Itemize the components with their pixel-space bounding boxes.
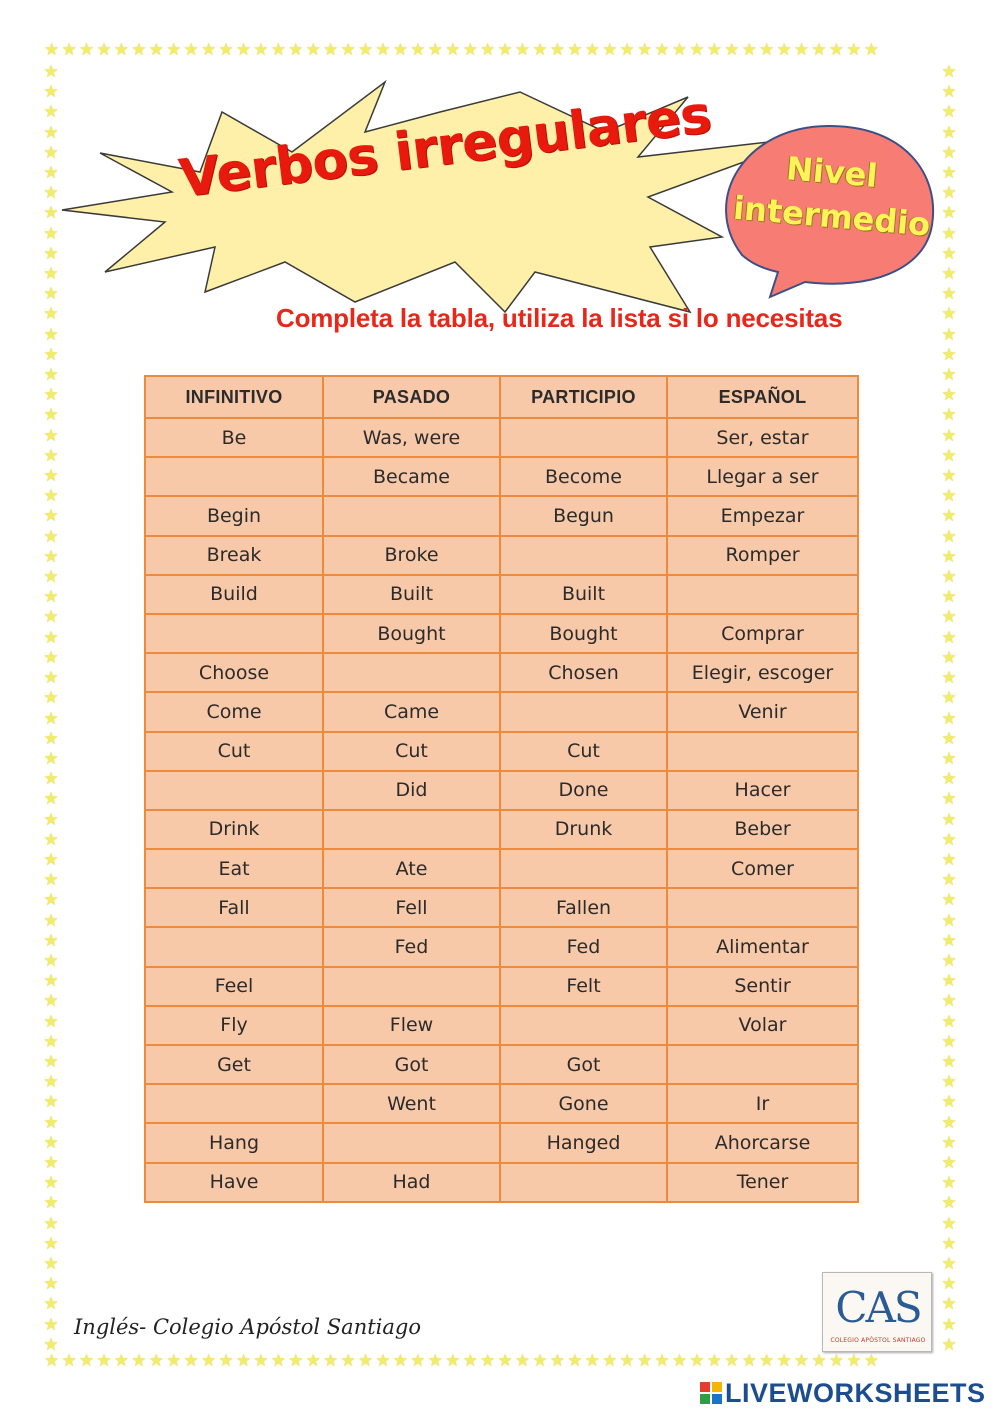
table-row (145, 888, 858, 927)
cell-espanol: Venir (667, 692, 858, 731)
cell-infinitivo: Build (145, 575, 323, 614)
cell-infinitivo: Hang (145, 1123, 323, 1162)
cell-participio (500, 1163, 667, 1202)
cell-espanol: Beber (667, 810, 858, 849)
table-row (145, 1163, 858, 1202)
cell-pasado: Went (323, 1084, 500, 1123)
verb-table (144, 375, 859, 1203)
table-row (145, 810, 858, 849)
table-row (145, 849, 858, 888)
cell-pasado: Did (323, 771, 500, 810)
table-row (145, 692, 858, 731)
school-logo-letters: CAS (835, 1283, 921, 1332)
cell-participio: Gone (500, 1084, 667, 1123)
cell-participio (500, 418, 667, 457)
page-title: Verbos irregulares (176, 84, 715, 210)
table-row (145, 575, 858, 614)
cell-infinitivo (145, 614, 323, 653)
cell-infinitivo: Begin (145, 496, 323, 535)
brand-text: LIVEWORKSHEETS (725, 1378, 986, 1408)
school-logo-caption: COLEGIO APÓSTOL SANTIAGO (830, 1337, 926, 1344)
table-row (145, 1045, 858, 1084)
cell-infinitivo: Get (145, 1045, 323, 1084)
column-header-participio: PARTICIPIO (500, 376, 667, 418)
level-label: Nivel intermedio (731, 149, 932, 244)
cell-participio: Got (500, 1045, 667, 1084)
table-row (145, 457, 858, 496)
cell-espanol: Llegar a ser (667, 457, 858, 496)
cell-pasado: Broke (323, 536, 500, 575)
cell-participio: Fallen (500, 888, 667, 927)
cell-infinitivo (145, 771, 323, 810)
cell-espanol (667, 1045, 858, 1084)
cell-espanol: Ser, estar (667, 418, 858, 457)
table-row (145, 536, 858, 575)
cell-infinitivo: Choose (145, 653, 323, 692)
table-row (145, 732, 858, 771)
cell-infinitivo: Feel (145, 967, 323, 1006)
cell-infinitivo: Be (145, 418, 323, 457)
cell-infinitivo: Fly (145, 1006, 323, 1045)
cell-espanol: Hacer (667, 771, 858, 810)
cell-espanol: Volar (667, 1006, 858, 1045)
column-header-espanol: ESPAÑOL (667, 376, 858, 418)
cell-pasado: Became (323, 457, 500, 496)
cell-pasado: Had (323, 1163, 500, 1202)
cell-pasado: Fell (323, 888, 500, 927)
school-logo (822, 1272, 932, 1352)
cell-pasado (323, 653, 500, 692)
table-header-row (145, 376, 858, 418)
cell-pasado: Built (323, 575, 500, 614)
table-row (145, 771, 858, 810)
table-row (145, 496, 858, 535)
cell-infinitivo: Drink (145, 810, 323, 849)
cell-espanol (667, 888, 858, 927)
cell-infinitivo: Have (145, 1163, 323, 1202)
star-border-bottom: ★★★★★★★★★★★★★★★★★★★★★★★★★★★★★★★★★★★★★★★★★★★★★★★★ (44, 1353, 882, 1370)
cell-participio: Bought (500, 614, 667, 653)
cell-participio: Cut (500, 732, 667, 771)
footer-school-name: Inglés- Colegio Apóstol Santiago (74, 1315, 421, 1339)
cell-participio: Done (500, 771, 667, 810)
cell-espanol: Sentir (667, 967, 858, 1006)
cell-participio (500, 1006, 667, 1045)
cell-pasado: Cut (323, 732, 500, 771)
column-header-pasado: PASADO (323, 376, 500, 418)
cell-espanol: Empezar (667, 496, 858, 535)
table-row (145, 1006, 858, 1045)
cell-participio: Felt (500, 967, 667, 1006)
cell-pasado: Came (323, 692, 500, 731)
cell-infinitivo: Eat (145, 849, 323, 888)
cell-infinitivo: Fall (145, 888, 323, 927)
instructions-text: Completa la tabla, utiliza la lista si lo necesitas (276, 303, 843, 333)
cell-infinitivo (145, 1084, 323, 1123)
liveworksheets-logo-icon (700, 1382, 722, 1404)
cell-infinitivo (145, 927, 323, 966)
cell-participio: Begun (500, 496, 667, 535)
cell-pasado (323, 810, 500, 849)
cell-participio: Built (500, 575, 667, 614)
cell-participio (500, 692, 667, 731)
cell-espanol: Alimentar (667, 927, 858, 966)
table-row (145, 614, 858, 653)
table-row (145, 418, 858, 457)
cell-espanol: Elegir, escoger (667, 653, 858, 692)
cell-pasado (323, 1123, 500, 1162)
cell-espanol: Comer (667, 849, 858, 888)
cell-infinitivo: Break (145, 536, 323, 575)
cell-pasado: Ate (323, 849, 500, 888)
cell-participio: Drunk (500, 810, 667, 849)
star-border-left: ★ ★ ★ ★ ★ ★ ★ ★ ★ ★ ★ ★ ★ ★ ★ ★ ★ ★ ★ ★ ★ ★ ★ ★ ★ ★ ★ ★ ★ ★ ★ ★ ★ ★ ★ ★ ★ ★ ★ ★ ★ ★ ★ ★ ★ ★ ★ ★ ★ ★ ★ ★ ★ ★ ★ ★ ★ ★ ★ ★ ★ ★ ★ ★ (43, 62, 59, 1352)
cell-espanol: Comprar (667, 614, 858, 653)
table-row (145, 927, 858, 966)
cell-espanol (667, 575, 858, 614)
cell-pasado: Fed (323, 927, 500, 966)
table-row (145, 967, 858, 1006)
cell-infinitivo: Come (145, 692, 323, 731)
cell-participio (500, 849, 667, 888)
cell-participio: Fed (500, 927, 667, 966)
table-row (145, 653, 858, 692)
liveworksheets-brand[interactable] (700, 1378, 986, 1410)
cell-espanol (667, 732, 858, 771)
cell-pasado: Flew (323, 1006, 500, 1045)
cell-infinitivo (145, 457, 323, 496)
cell-espanol: Romper (667, 536, 858, 575)
cell-pasado (323, 967, 500, 1006)
column-header-infinitivo: INFINITIVO (145, 376, 323, 418)
table-row (145, 1084, 858, 1123)
cell-espanol: Tener (667, 1163, 858, 1202)
cell-espanol: Ir (667, 1084, 858, 1123)
cell-infinitivo: Cut (145, 732, 323, 771)
star-border-top: ★★★★★★★★★★★★★★★★★★★★★★★★★★★★★★★★★★★★★★★★★★★★★★★★ (44, 42, 882, 59)
cell-pasado: Bought (323, 614, 500, 653)
cell-pasado (323, 496, 500, 535)
cell-espanol: Ahorcarse (667, 1123, 858, 1162)
table-row (145, 1123, 858, 1162)
star-border-right: ★ ★ ★ ★ ★ ★ ★ ★ ★ ★ ★ ★ ★ ★ ★ ★ ★ ★ ★ ★ ★ ★ ★ ★ ★ ★ ★ ★ ★ ★ ★ ★ ★ ★ ★ ★ ★ ★ ★ ★ ★ ★ ★ ★ ★ ★ ★ ★ ★ ★ ★ ★ ★ ★ ★ ★ ★ ★ ★ ★ ★ ★ ★ ★ (941, 62, 957, 1352)
cell-pasado: Got (323, 1045, 500, 1084)
cell-participio: Chosen (500, 653, 667, 692)
cell-pasado: Was, were (323, 418, 500, 457)
cell-participio: Become (500, 457, 667, 496)
cell-participio (500, 536, 667, 575)
cell-participio: Hanged (500, 1123, 667, 1162)
